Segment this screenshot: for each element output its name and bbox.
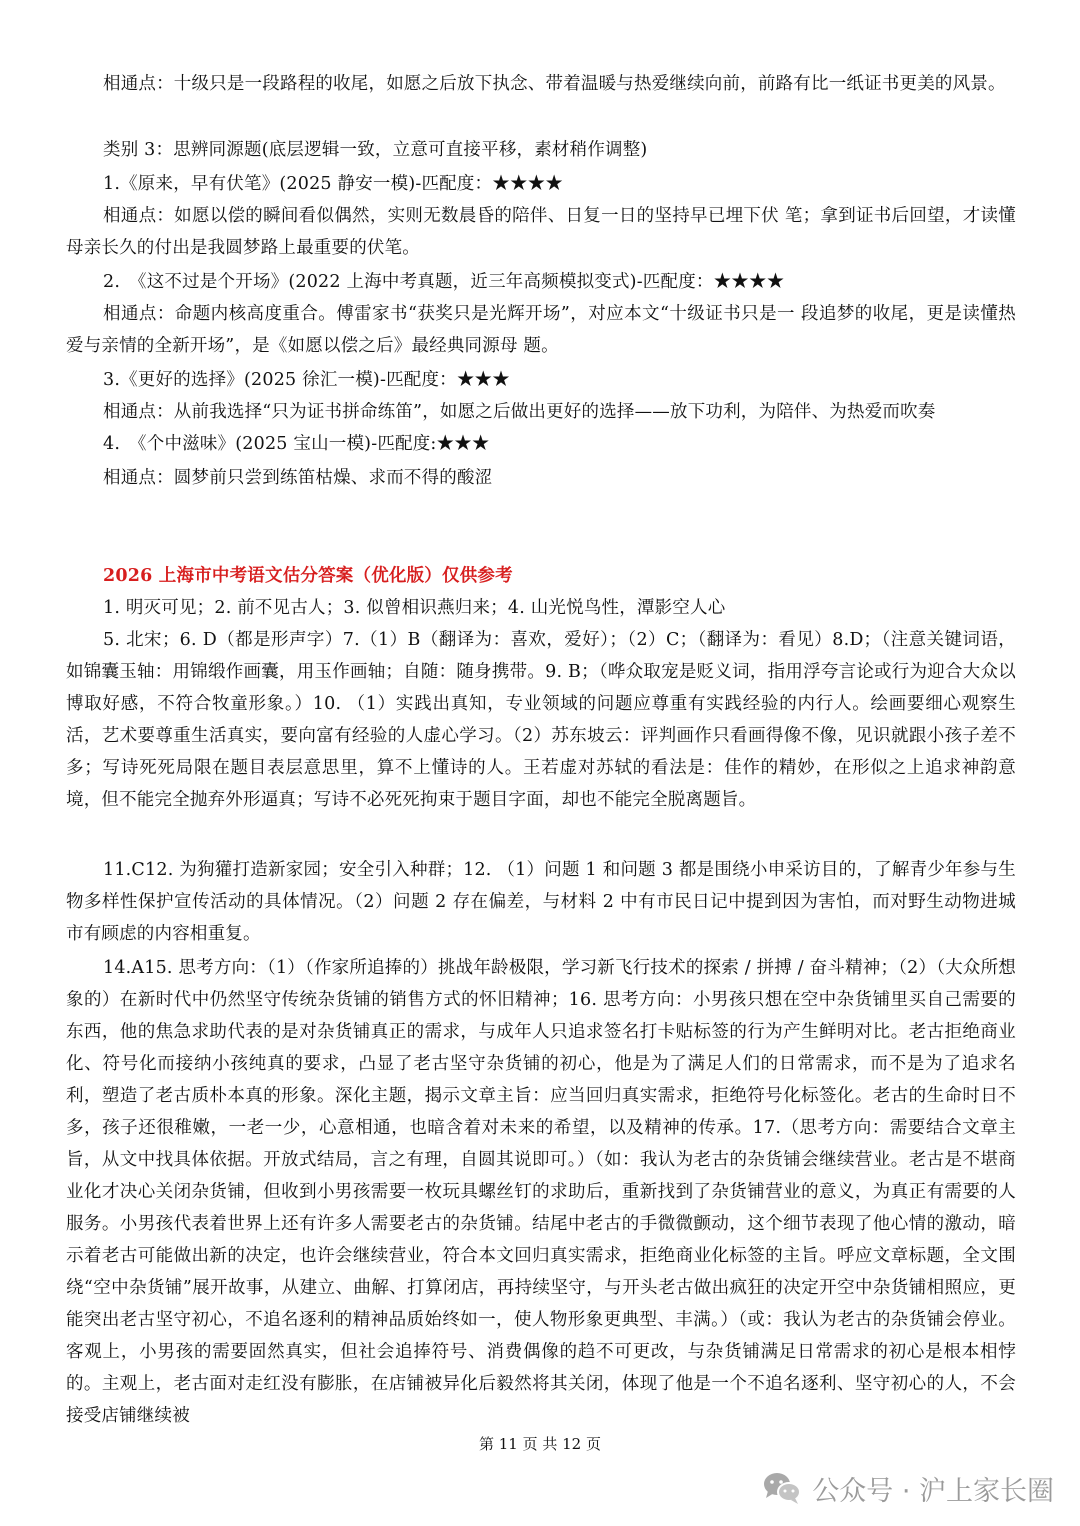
- answer-section-title: 2026 上海市中考语文估分答案（优化版）仅供参考: [103, 566, 513, 586]
- wechat-icon: [762, 1471, 802, 1505]
- paragraph-similarity-5: 相通点：圆梦前只尝到练笛枯燥、求而不得的酸涩: [103, 468, 493, 488]
- answer-paragraph-4: 14.A15. 思考方向：（1）（作家所追捧的）挑战年龄极限，学习新飞行技术的探索 / 拼搏 / 奋斗精神；（2）（大众所想象的）在新时代中仍然坚守传统杂货铺的销售方式的怀旧精神；16. 思考方向：小男孩只想在空中杂货铺里买自己需要的东西，他的焦急求助代表的是对杂货铺真正的需求，与成年人只追求签名打卡贴标签的行为产生鲜明对比。老古拒绝商业化、符号化而接纳小孩纯真的要求，凸显了老古坚守杂货铺的初心，他是为了满足人们的日常需求，而不是为了追求名利，塑造了老古质朴本真的形象。深化主题，揭示文章主旨：应当回归真实需求，拒绝符号化标签化。老古的生命时日不多，孩子还很稚嫩，一老一少，心意相通，也暗含着对未来的希望，以及精神的传承。17.（思考方向：需要结合文章主旨，从文中找具体依据。开放式结局，言之有理，自圆其说即可。）（如：我认为老古的杂货铺会继续营业。老古是不堪商业化才决心关闭杂货铺，但收到小男孩需要一枚玩具螺丝钉的求助后，重新找到了杂货铺营业的意义，为真正有需要的人服务。小男孩代表着世界上还有许多人需要老古的杂货铺。结尾中老古的手微微颤动，这个细节表现了他心情的激动，暗示着老古可能做出新的决定，也许会继续营业，符合本文回归真实需求，拒绝商业化标签的主旨。呼应文章标题，全文围绕“空中杂货铺”展开故事，从建立、曲解、打算闭店，再持续坚守，与开头老古做出疯狂的决定开空中杂货铺相照应，更能突出老古坚守初心，不追名逐利的精神品质始终如一，使人物形象更典型、丰满。）（或：我认为老古的杂货铺会停业。客观上，小男孩的需要固然真实，但社会追捧符号、消费偶像的趋不可更改，与杂货铺满足日常需求的初心是根本相悖的。主观上，老古面对走红没有膨胀，在店铺被异化后毅然将其关闭，体现了他是一个不追名逐利、坚守初心的人，不会接受店铺继续被: [66, 958, 1016, 1426]
- category-heading: 类别 3：思辨同源题(底层逻辑一致，立意可直接平移，素材稍作调整): [103, 140, 648, 160]
- paragraph-similarity-3: 相通点：命题内核高度重合。傅雷家书“获奖只是光辉开场”，对应本文“十级证书只是一 段追梦的收尾，更是读懂热爱与亲情的全新开场”，是《如愿以偿之后》最经典同源母 题。: [66, 304, 1016, 356]
- paragraph-similarity-2: 相通点：如愿以偿的瞬间看似偶然，实则无数晨昏的陪伴、日复一日的坚持早已埋下伏 笔；拿到证书后回望，才读懂母亲长久的付出是我圆梦路上最重要的伏笔。: [66, 206, 1016, 258]
- page-number: 第 11 页 共 12 页: [478, 1435, 601, 1453]
- answer-paragraph-2: 5. 北宋；6. D（都是形声字）7.（1）B（翻译为：喜欢，爱好）；（2）C；（翻译为：看见）8.D；（注意关键词语，如锦囊玉轴：用锦缎作画囊，用玉作画轴；自随：随身携带。9. B；（哗众取宠是贬义词，指用浮夸言论或行为迎合大众以博取好感，不符合牧童形象。）10. （1）实践出真知，专业领域的问题应尊重有实践经验的内行人。绘画要细心观察生活，艺术要尊重生活真实，要向富有经验的人虚心学习。（2）苏东坡云：评判画作只看画得像不像，见识就跟小孩子差不多；写诗死死局限在题目表层意思里，算不上懂诗的人。王若虚对苏轼的看法是：佳作的精妙，在形似之上追求神韵意境，但不能完全抛弃外形逼真；写诗不必死死拘束于题目字面，却也不能完全脱离题旨。: [66, 630, 1016, 810]
- paragraph-similarity-4: 相通点：从前我选择“只为证书拼命练笛”，如愿之后做出更好的选择——放下功利，为陪伴、为热爱而吹奏: [103, 402, 936, 422]
- watermark-text: 公众号 · 沪上家长圈: [812, 1475, 1054, 1507]
- watermark: [762, 1466, 1054, 1510]
- topic-item-3: 3.《更好的选择》(2025 徐汇一模)-匹配度：★★★: [103, 370, 510, 390]
- answer-paragraph-1: 1. 明灭可见；2. 前不见古人；3. 似曾相识燕归来；4. 山光悦鸟性，潭影空人心: [103, 598, 726, 618]
- paragraph-similarity-1: 相通点：十级只是一段路程的收尾，如愿之后放下执念、带着温暖与热爱继续向前，前路有比一纸证书更美的风景。: [103, 74, 1006, 94]
- topic-item-4: 4. 《个中滋味》(2025 宝山一模)-匹配度:★★★: [103, 434, 490, 454]
- answer-paragraph-3: 11.C12. 为狗獾打造新家园；安全引入种群；12. （1）问题 1 和问题 3 都是围绕小申采访目的，了解青少年参与生物多样性保护宣传活动的具体情况。（2）问题 2 存在偏差，与材料 2 中有市民日记中提到因为害怕，而对野生动物进城市有顾虑的内容相重复。: [66, 860, 1016, 944]
- topic-item-1: 1.《原来，早有伏笔》(2025 静安一模)-匹配度：★★★★: [103, 174, 564, 194]
- topic-item-2: 2. 《这不过是个开场》(2022 上海中考真题，近三年高频模拟变式)-匹配度：★★★★: [103, 272, 785, 292]
